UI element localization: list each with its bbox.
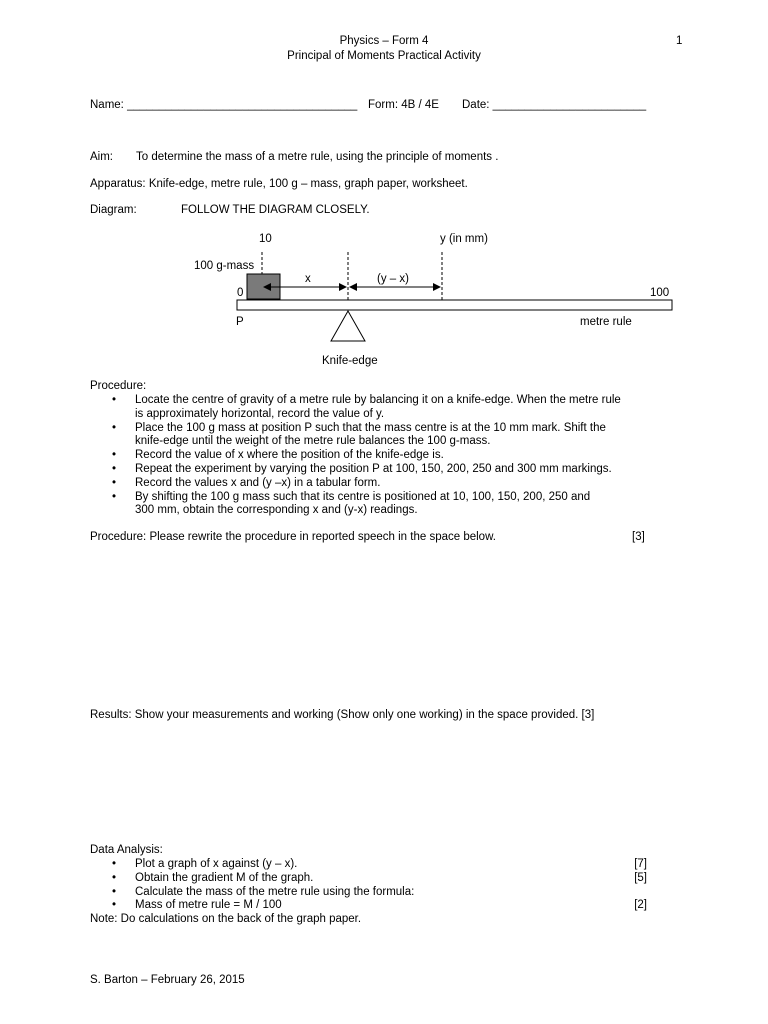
- diagram-metre-rule: [237, 300, 672, 310]
- aim-text: To determine the mass of a metre rule, using the principle of moments .: [136, 151, 499, 163]
- data-analysis-item: • Obtain the gradient M of the graph. [5]: [112, 872, 647, 886]
- diagram-100-label: 100: [650, 287, 670, 299]
- diagram-knife-edge: [331, 311, 365, 341]
- procedure-item: • Record the values x and (y –x) in a tabular form.: [112, 477, 621, 491]
- procedure-heading: Procedure:: [90, 380, 147, 392]
- diagram-p-label: P: [236, 316, 244, 328]
- procedure-item: • Repeat the experiment by varying the position P at 100, 150, 200, 250 and 300 mm markings.: [112, 463, 621, 477]
- footer-author-date: S. Barton – February 26, 2015: [90, 974, 245, 986]
- data-analysis-item: • Plot a graph of x against (y – x). [7]: [112, 858, 647, 872]
- diagram-yx-label: (y – x): [377, 273, 409, 285]
- data-analysis-list: [112, 858, 647, 913]
- diagram-mass-label: 100 g-mass: [194, 260, 255, 272]
- diagram-mass-block: [247, 274, 280, 299]
- data-analysis-note: Note: Do calculations on the back of the graph paper.: [90, 913, 362, 925]
- data-analysis-heading: Data Analysis:: [90, 844, 163, 856]
- results-prompt: Results: Show your measurements and working (Show only one working) in the space provided. [3]: [90, 709, 595, 721]
- procedure-rewrite-prompt: Procedure: Please rewrite the procedure in reported speech in the space below.: [90, 531, 496, 543]
- procedure-rewrite-marks: [3]: [632, 531, 645, 543]
- procedure-item: • Record the value of x where the position of the knife-edge is.: [112, 449, 621, 463]
- diagram-label: Diagram:: [90, 204, 137, 216]
- date-field-label: Date: ________________________: [462, 99, 647, 111]
- form-label: Form: 4B / 4E: [368, 99, 439, 111]
- page-number: 1: [676, 35, 683, 47]
- diagram-knife-label: Knife-edge: [322, 355, 378, 367]
- name-field-label: Name: ____________________________________: [90, 99, 358, 111]
- procedure-item: • Locate the centre of gravity of a metre rule by balancing it on a knife-edge. When the metre rule is approximately horizontal, record the value of y.: [112, 394, 621, 422]
- data-analysis-item: • Calculate the mass of the metre rule using the formula:: [112, 886, 647, 900]
- aim-label: Aim:: [90, 151, 113, 163]
- diagram-rule-label: metre rule: [580, 316, 632, 328]
- apparatus-text: Apparatus: Knife-edge, metre rule, 100 g – mass, graph paper, worksheet.: [90, 178, 468, 190]
- diagram-zero-label: 0: [237, 287, 244, 299]
- diagram-y-label: y (in mm): [440, 233, 488, 245]
- procedure-item: • Place the 100 g mass at position P such that the mass centre is at the 10 mm mark. Shift the knife-edge until the weight of the metre rule balances the 100 g-mass.: [112, 422, 621, 450]
- procedure-list: [112, 394, 621, 518]
- data-analysis-item: • Mass of metre rule = M / 100 [2]: [112, 899, 647, 913]
- diagram-x-label: x: [305, 273, 311, 285]
- diagram-10-label: 10: [259, 233, 272, 245]
- document-subtitle: Principal of Moments Practical Activity: [287, 50, 481, 62]
- procedure-item: • By shifting the 100 g mass such that its centre is positioned at 10, 100, 150, 200, 250 and 300 mm, obtain the corresponding x and (y-x) readings.: [112, 491, 621, 519]
- diagram-instruction: FOLLOW THE DIAGRAM CLOSELY.: [181, 204, 370, 216]
- document-title: Physics – Form 4: [339, 35, 429, 47]
